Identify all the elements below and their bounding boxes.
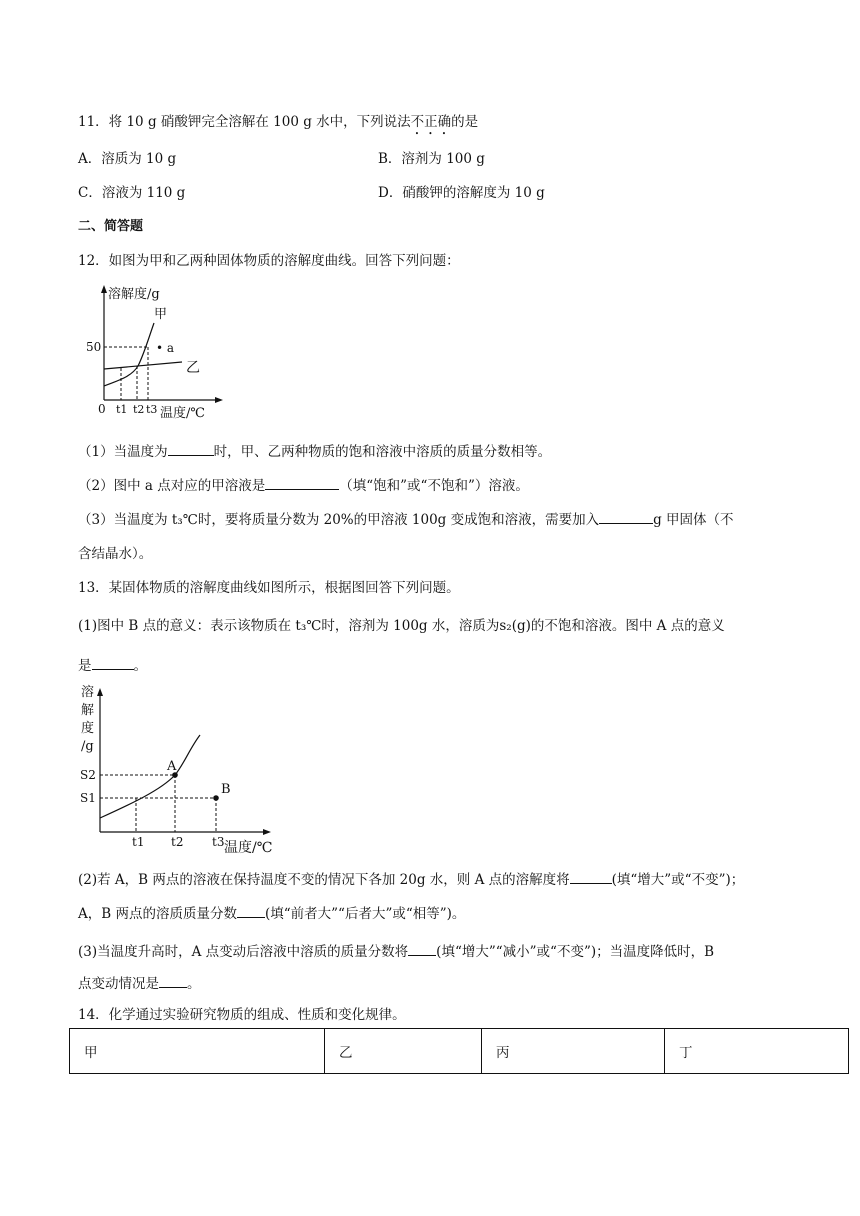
q13-part2-cont-post: (填“前者大”“后者大”或“相等”)。 — [264, 906, 466, 922]
q14-cell-jia: 甲 — [70, 1029, 325, 1074]
q11-stem — [78, 110, 478, 138]
q13-solubility-chart — [76, 682, 281, 857]
q13-blank-3[interactable] — [237, 904, 265, 918]
q13-ylabel-4: /g — [81, 739, 94, 754]
q12-curve-yi-label: 乙 — [186, 360, 200, 376]
q12-part3-pre: （3）当温度为 t₃℃时，要将质量分数为 20%的甲溶液 100g 变成饱和溶液，需要加入 — [78, 512, 600, 528]
q13-ylabel-2: 解 — [81, 703, 95, 718]
q13-point-a-label: A — [167, 759, 177, 774]
q13-part1-post: 的不饱和溶液。图中 A 点的意义 — [530, 618, 725, 634]
q12-part3-cont: 含结晶水）。 — [78, 546, 153, 562]
q12-part1-pre: （1）当温度为 — [78, 444, 168, 460]
section-heading: 二、简答题 — [78, 219, 144, 234]
q12-part2-pre: （2）图中 a 点对应的甲溶液是 — [78, 478, 266, 494]
q14-cell-bing: 丙 — [482, 1029, 665, 1074]
q12-stem: 12．如图为甲和乙两种固体物质的溶解度曲线。回答下列问题： — [78, 253, 460, 269]
q13-part1-cont — [78, 654, 147, 674]
q13-part1 — [78, 614, 725, 634]
q12-solubility-chart — [80, 280, 230, 425]
q11-option-a[interactable]: A．溶质为 10 g — [78, 151, 177, 167]
q13-blank-5[interactable] — [159, 974, 187, 988]
q12-curve-jia-label: 甲 — [154, 307, 168, 322]
q13-part1-formula: s₂(g) — [499, 618, 531, 634]
q13-point-b-dot — [213, 795, 219, 801]
q13-curve — [100, 735, 200, 818]
q11-option-c[interactable]: C．溶液为 110 g — [78, 185, 186, 201]
q13-part3-pre: (3)当温度升高时，A 点变动后溶液中溶质的质量分数将 — [78, 944, 409, 960]
q12-blank-1[interactable] — [168, 442, 214, 456]
q13-ylabel-1: 溶 — [81, 685, 95, 700]
q13-xlabel: 温度/℃ — [224, 840, 273, 856]
q13-part2-cont — [78, 902, 465, 922]
q12-part1 — [78, 440, 551, 460]
q12-point-a: • a — [156, 341, 175, 355]
q12-part2 — [78, 474, 529, 494]
q12-tick-t3: t3 — [146, 403, 158, 416]
q13-tick-t3: t3 — [212, 835, 225, 849]
q13-part3-cont-post: 。 — [187, 976, 201, 992]
q14-cell-yi: 乙 — [325, 1029, 482, 1074]
q13-tick-s2: S2 — [80, 768, 96, 782]
q12-origin: 0 — [98, 402, 106, 416]
q14-cell-ding: 丁 — [665, 1029, 849, 1074]
q13-part2-post: (填“增大”或“不变”)； — [611, 872, 745, 888]
q12-part1-post: 时，甲、乙两种物质的饱和溶液中溶质的质量分数相等。 — [213, 444, 552, 460]
q13-point-b-label: B — [221, 782, 231, 797]
q13-part3-cont-pre: 点变动情况是 — [78, 976, 159, 992]
q12-part3-post: g 甲固体（不 — [653, 512, 734, 528]
q13-ylabel-3: 度 — [81, 721, 95, 736]
q13-part3-post: (填“增大”“减小”或“不变”)；当温度降低时，B — [436, 944, 715, 960]
q12-tick-50: 50 — [86, 340, 102, 354]
q13-part2-pre: (2)若 A，B 两点的溶液在保持温度不变的情况下各加 20g 水，则 A 点的溶解度将 — [78, 872, 570, 888]
q12-ylabel: 溶解度/g — [108, 287, 160, 302]
q13-blank-1[interactable] — [92, 656, 134, 670]
q13-part2-cont-pre: A，B 两点的溶质质量分数 — [78, 906, 237, 922]
q12-tick-t2: t2 — [133, 403, 145, 416]
q13-tick-t2: t2 — [171, 835, 184, 849]
q13-part1-cont-post: 。 — [133, 658, 147, 674]
q11-option-b[interactable]: B．溶剂为 100 g — [378, 151, 485, 167]
q13-tick-t1: t1 — [132, 835, 145, 849]
q11-stem-pre: 11．将 10 g 硝酸钾完全溶解在 100 g 水中，下列说法 — [78, 114, 411, 130]
q12-xlabel: 温度/℃ — [160, 406, 205, 421]
q13-part2 — [78, 868, 744, 888]
q12-blank-2[interactable] — [265, 476, 339, 490]
q12-tick-t1: t1 — [116, 403, 128, 416]
q13-tick-s1: S1 — [80, 791, 96, 805]
q12-part2-post: （填“饱和”或“不饱和”）溶液。 — [339, 478, 529, 494]
q12-blank-3[interactable] — [599, 510, 653, 524]
q12-curve-jia — [104, 323, 154, 386]
q11-stem-emphasis: 不正确 — [410, 114, 452, 130]
table-row — [70, 1029, 849, 1074]
q12-part3 — [78, 508, 734, 528]
q14-table — [69, 1028, 849, 1074]
q12-curve-yi — [104, 362, 182, 369]
q13-stem: 13．某固体物质的溶解度曲线如图所示，根据图回答下列问题。 — [78, 580, 460, 596]
q13-part1-cont-pre: 是 — [78, 658, 92, 674]
q13-blank-2[interactable] — [570, 870, 612, 884]
q13-part3 — [78, 940, 714, 960]
q13-blank-4[interactable] — [408, 942, 436, 956]
q13-part1-pre: (1)图中 B 点的意义：表示该物质在 t₃℃时，溶剂为 100g 水，溶质为 — [78, 618, 500, 634]
q11-option-d[interactable]: D．硝酸钾的溶解度为 10 g — [378, 185, 545, 201]
q13-part3-cont — [78, 972, 201, 992]
q14-stem: 14．化学通过实验研究物质的组成、性质和变化规律。 — [78, 1007, 406, 1023]
q11-stem-post: 的是 — [451, 114, 479, 130]
